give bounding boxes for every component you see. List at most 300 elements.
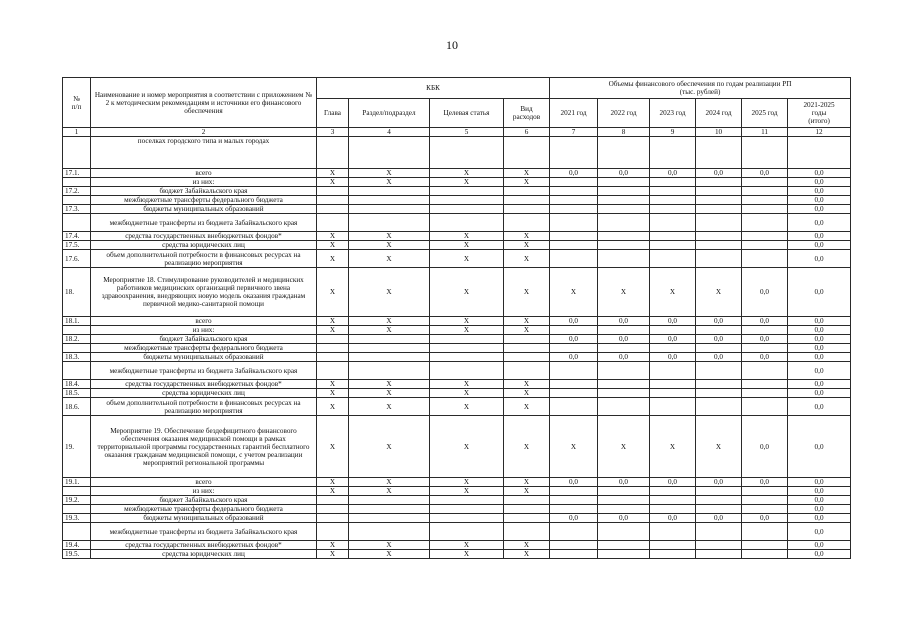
row-cell [598, 550, 650, 559]
row-cell [598, 232, 650, 241]
row-number: 18.3. [63, 353, 91, 362]
row-cell [650, 496, 696, 505]
row-cell: X [349, 398, 430, 416]
row-cell [742, 232, 788, 241]
row-cell [550, 362, 598, 380]
row-cell: X [349, 317, 430, 326]
row-cell: X [504, 317, 550, 326]
row-cell [650, 389, 696, 398]
row-cell: 0,0 [650, 353, 696, 362]
row-cell [650, 137, 696, 169]
row-cell [550, 505, 598, 514]
table-row [63, 505, 851, 514]
row-cell [430, 523, 504, 541]
row-cell [349, 362, 430, 380]
row-cell [349, 496, 430, 505]
row-cell: X [430, 487, 504, 496]
row-cell [650, 523, 696, 541]
table-row [63, 187, 851, 196]
row-cell [317, 353, 349, 362]
table-row [63, 137, 851, 169]
row-cell: 0,0 [598, 335, 650, 344]
row-cell [550, 496, 598, 505]
row-cell [504, 505, 550, 514]
table-row [63, 196, 851, 205]
row-cell [742, 496, 788, 505]
row-cell [550, 178, 598, 187]
row-cell: 0,0 [788, 496, 851, 505]
row-number: 18.4. [63, 380, 91, 389]
row-cell [430, 214, 504, 232]
row-cell [598, 196, 650, 205]
row-name: из них: [91, 178, 317, 187]
row-cell [317, 505, 349, 514]
row-cell [317, 496, 349, 505]
row-cell [550, 214, 598, 232]
row-cell: X [317, 487, 349, 496]
column-number: 9 [650, 128, 696, 137]
row-cell [349, 514, 430, 523]
row-name: всего [91, 317, 317, 326]
row-number: 18.6. [63, 398, 91, 416]
row-cell: 0,0 [788, 250, 851, 268]
row-cell [742, 326, 788, 335]
row-cell [349, 505, 430, 514]
row-cell: X [317, 380, 349, 389]
column-number: 6 [504, 128, 550, 137]
row-cell [550, 398, 598, 416]
row-cell [696, 326, 742, 335]
row-cell: X [504, 416, 550, 478]
row-cell [550, 550, 598, 559]
row-cell [696, 196, 742, 205]
row-number: 19. [63, 416, 91, 478]
row-name: межбюджетные трансферты из бюджета Забайкальского края [91, 523, 317, 541]
table-row [63, 550, 851, 559]
row-cell: 0,0 [788, 335, 851, 344]
row-cell: X [550, 416, 598, 478]
column-number: 3 [317, 128, 349, 137]
row-cell: X [504, 268, 550, 317]
row-cell [598, 505, 650, 514]
row-number: 17.1. [63, 169, 91, 178]
header-2024: 2024 год [696, 99, 742, 128]
row-name: межбюджетные трансферты из бюджета Забайкальского края [91, 362, 317, 380]
row-cell: X [317, 550, 349, 559]
row-cell [696, 178, 742, 187]
row-cell [504, 362, 550, 380]
row-cell: X [430, 169, 504, 178]
row-cell: 0,0 [550, 514, 598, 523]
row-cell: 0,0 [788, 187, 851, 196]
row-cell [650, 550, 696, 559]
row-cell [742, 187, 788, 196]
row-cell: 0,0 [788, 398, 851, 416]
row-cell: 0,0 [598, 514, 650, 523]
row-cell [550, 137, 598, 169]
row-cell [598, 214, 650, 232]
row-cell: 0,0 [788, 541, 851, 550]
row-cell [504, 353, 550, 362]
row-cell [696, 241, 742, 250]
row-name: межбюджетные трансферты из бюджета Забайкальского края [91, 214, 317, 232]
row-cell: X [504, 250, 550, 268]
row-cell [504, 344, 550, 353]
row-cell [504, 187, 550, 196]
row-cell [598, 487, 650, 496]
row-cell: X [430, 541, 504, 550]
row-cell [504, 496, 550, 505]
row-cell [430, 514, 504, 523]
row-cell [650, 326, 696, 335]
row-cell: 0,0 [788, 478, 851, 487]
row-name: средства юридических лиц [91, 241, 317, 250]
row-cell: X [504, 550, 550, 559]
row-cell: 0,0 [742, 514, 788, 523]
row-name: межбюджетные трансферты федерального бюджета [91, 344, 317, 353]
row-cell [317, 362, 349, 380]
row-number [63, 214, 91, 232]
row-cell [650, 241, 696, 250]
row-cell: X [430, 317, 504, 326]
table-row [63, 398, 851, 416]
row-cell [650, 196, 696, 205]
row-cell: 0,0 [742, 335, 788, 344]
row-cell [742, 250, 788, 268]
row-cell [550, 344, 598, 353]
row-cell [650, 232, 696, 241]
row-cell: 0,0 [788, 268, 851, 317]
row-cell [650, 250, 696, 268]
row-cell [349, 205, 430, 214]
column-number: 2 [91, 128, 317, 137]
row-cell [430, 362, 504, 380]
row-cell: X [317, 317, 349, 326]
row-cell: X [504, 241, 550, 250]
header-2022: 2022 год [598, 99, 650, 128]
table-row [63, 317, 851, 326]
header-2025: 2025 год [742, 99, 788, 128]
row-cell: 0,0 [742, 169, 788, 178]
row-cell: 0,0 [550, 169, 598, 178]
table-row [63, 487, 851, 496]
row-cell: X [504, 232, 550, 241]
row-cell [349, 214, 430, 232]
row-cell: 0,0 [650, 514, 696, 523]
row-cell [742, 196, 788, 205]
row-cell [650, 344, 696, 353]
row-cell [349, 353, 430, 362]
row-cell [349, 335, 430, 344]
row-cell: 0,0 [788, 380, 851, 389]
row-cell: X [504, 178, 550, 187]
column-number: 12 [788, 128, 851, 137]
row-cell [742, 487, 788, 496]
row-cell: 0,0 [788, 169, 851, 178]
row-cell: X [317, 169, 349, 178]
row-cell: 0,0 [696, 353, 742, 362]
row-cell: X [349, 550, 430, 559]
row-cell: 0,0 [696, 335, 742, 344]
row-cell: 0,0 [650, 317, 696, 326]
row-cell [696, 362, 742, 380]
row-cell [598, 326, 650, 335]
row-cell [317, 187, 349, 196]
row-cell [696, 137, 742, 169]
row-cell: 0,0 [550, 478, 598, 487]
row-cell: 0,0 [788, 317, 851, 326]
row-cell [504, 335, 550, 344]
row-cell [430, 137, 504, 169]
column-number: 1 [63, 128, 91, 137]
row-cell: 0,0 [696, 169, 742, 178]
row-cell [650, 187, 696, 196]
row-cell: X [650, 268, 696, 317]
row-cell [742, 505, 788, 514]
row-cell: X [598, 416, 650, 478]
row-cell: 0,0 [550, 353, 598, 362]
row-name: бюджет Забайкальского края [91, 496, 317, 505]
row-cell: 0,0 [598, 317, 650, 326]
row-cell: 0,0 [788, 205, 851, 214]
row-cell [430, 187, 504, 196]
row-number: 17.6. [63, 250, 91, 268]
row-name: Мероприятие 19. Обеспечение бездефицитного финансового обеспечения оказания медицинской помощи в рамках территориальной программы государственных гарантий бесплатного оказания гражданам медицинской помощи, с учетом реализации мероприятий региональной программы [91, 416, 317, 478]
row-cell: 0,0 [550, 335, 598, 344]
row-cell [696, 205, 742, 214]
row-cell: X [430, 178, 504, 187]
row-cell: X [317, 232, 349, 241]
row-cell [430, 196, 504, 205]
row-name: объем дополнительной потребности в финансовых ресурсах на реализацию мероприятия [91, 250, 317, 268]
row-cell [742, 137, 788, 169]
row-cell [317, 196, 349, 205]
row-cell [317, 205, 349, 214]
table-row [63, 416, 851, 478]
row-cell: X [430, 232, 504, 241]
row-cell: X [430, 398, 504, 416]
row-cell: 0,0 [788, 416, 851, 478]
row-cell [742, 362, 788, 380]
row-cell: X [317, 389, 349, 398]
row-cell [430, 205, 504, 214]
table-row [63, 169, 851, 178]
row-cell [696, 250, 742, 268]
header-stat: Целевая статья [430, 99, 504, 128]
row-cell: 0,0 [788, 214, 851, 232]
table-row [63, 496, 851, 505]
table-body [63, 137, 851, 559]
row-name: из них: [91, 326, 317, 335]
row-cell: X [504, 326, 550, 335]
row-cell [742, 523, 788, 541]
row-cell [317, 514, 349, 523]
row-cell [550, 380, 598, 389]
header-vid: Вид расходов [504, 99, 550, 128]
row-cell [504, 205, 550, 214]
row-cell: X [349, 478, 430, 487]
row-name: Мероприятие 18. Стимулирование руководителей и медицинских работников медицинских организаций первичного звена здравоохранения, внедряющих новую модель оказания гражданам первичной медико-санитарной помощи [91, 268, 317, 317]
row-cell [742, 178, 788, 187]
header-glava: Глава [317, 99, 349, 128]
row-cell [696, 187, 742, 196]
row-cell: 0,0 [742, 416, 788, 478]
row-cell [598, 523, 650, 541]
row-name: средства государственных внебюджетных фондов* [91, 232, 317, 241]
table-row [63, 214, 851, 232]
row-cell: X [430, 241, 504, 250]
row-cell: 0,0 [788, 505, 851, 514]
row-cell [696, 541, 742, 550]
row-cell [598, 389, 650, 398]
table-row [63, 268, 851, 317]
row-cell: 0,0 [650, 169, 696, 178]
row-cell: 0,0 [788, 514, 851, 523]
table-row [63, 335, 851, 344]
row-cell: X [317, 541, 349, 550]
table-row [63, 353, 851, 362]
row-name: межбюджетные трансферты федерального бюджета [91, 196, 317, 205]
row-cell [696, 487, 742, 496]
row-cell [742, 380, 788, 389]
row-cell: X [349, 232, 430, 241]
row-cell [742, 241, 788, 250]
row-cell [696, 344, 742, 353]
table-row [63, 344, 851, 353]
row-cell: X [317, 478, 349, 487]
row-cell: X [349, 416, 430, 478]
row-number [63, 344, 91, 353]
row-name: из них: [91, 487, 317, 496]
row-cell: X [696, 268, 742, 317]
row-cell: 0,0 [742, 268, 788, 317]
row-cell: 0,0 [788, 232, 851, 241]
row-cell [349, 196, 430, 205]
column-number: 11 [742, 128, 788, 137]
row-cell [430, 344, 504, 353]
row-number [63, 196, 91, 205]
row-cell: 0,0 [788, 389, 851, 398]
row-cell: X [349, 541, 430, 550]
row-cell: X [317, 178, 349, 187]
column-number: 4 [349, 128, 430, 137]
row-cell: X [504, 478, 550, 487]
row-cell [430, 505, 504, 514]
row-name: всего [91, 169, 317, 178]
column-number: 5 [430, 128, 504, 137]
row-cell [696, 232, 742, 241]
row-cell: 0,0 [598, 478, 650, 487]
column-number: 8 [598, 128, 650, 137]
row-name: бюджет Забайкальского края [91, 187, 317, 196]
row-cell [550, 326, 598, 335]
table-row [63, 205, 851, 214]
row-cell [430, 335, 504, 344]
row-cell [650, 178, 696, 187]
row-number: 18.1. [63, 317, 91, 326]
row-cell: 0,0 [788, 353, 851, 362]
row-number: 17.5. [63, 241, 91, 250]
row-cell: X [349, 241, 430, 250]
row-cell [550, 523, 598, 541]
row-cell: X [504, 169, 550, 178]
row-cell: 0,0 [598, 169, 650, 178]
row-cell [598, 344, 650, 353]
header-2021: 2021 год [550, 99, 598, 128]
row-cell [788, 137, 851, 169]
row-name: средства государственных внебюджетных фондов* [91, 380, 317, 389]
row-cell: X [317, 241, 349, 250]
row-cell: 0,0 [788, 487, 851, 496]
table-row [63, 178, 851, 187]
row-cell: X [349, 178, 430, 187]
table-row [63, 241, 851, 250]
row-cell [696, 214, 742, 232]
row-cell [650, 362, 696, 380]
row-cell [504, 214, 550, 232]
row-number [63, 487, 91, 496]
row-cell [598, 398, 650, 416]
row-cell: X [349, 380, 430, 389]
row-cell [696, 523, 742, 541]
row-cell [550, 187, 598, 196]
row-name: средства юридических лиц [91, 389, 317, 398]
row-name: средства юридических лиц [91, 550, 317, 559]
row-cell: 0,0 [550, 317, 598, 326]
row-cell [550, 389, 598, 398]
row-cell: X [430, 380, 504, 389]
row-cell: 0,0 [788, 523, 851, 541]
table-row [63, 250, 851, 268]
row-cell [317, 214, 349, 232]
row-name: бюджеты муниципальных образований [91, 205, 317, 214]
header-total: 2021-2025 годы (итого) [788, 99, 851, 128]
row-cell: X [650, 416, 696, 478]
row-cell [504, 137, 550, 169]
row-cell: X [349, 169, 430, 178]
row-cell: X [504, 389, 550, 398]
row-cell [650, 214, 696, 232]
row-number [63, 137, 91, 169]
table-row [63, 362, 851, 380]
row-cell: X [349, 326, 430, 335]
row-cell: X [430, 250, 504, 268]
row-number: 17.2. [63, 187, 91, 196]
row-cell [349, 137, 430, 169]
row-name: бюджеты муниципальных образований [91, 514, 317, 523]
row-cell [504, 523, 550, 541]
row-cell [742, 214, 788, 232]
row-cell: X [349, 487, 430, 496]
row-number [63, 362, 91, 380]
row-cell [742, 205, 788, 214]
column-number: 10 [696, 128, 742, 137]
row-cell [598, 250, 650, 268]
row-cell [650, 487, 696, 496]
row-cell: X [598, 268, 650, 317]
row-cell: X [696, 416, 742, 478]
row-cell: X [317, 250, 349, 268]
row-cell: X [430, 478, 504, 487]
financing-table [62, 77, 851, 559]
row-cell [550, 196, 598, 205]
header-razdel: Раздел/подраздел [349, 99, 430, 128]
row-cell: X [550, 268, 598, 317]
row-cell: 0,0 [650, 335, 696, 344]
row-cell [317, 344, 349, 353]
row-number: 19.2. [63, 496, 91, 505]
row-name: всего [91, 478, 317, 487]
